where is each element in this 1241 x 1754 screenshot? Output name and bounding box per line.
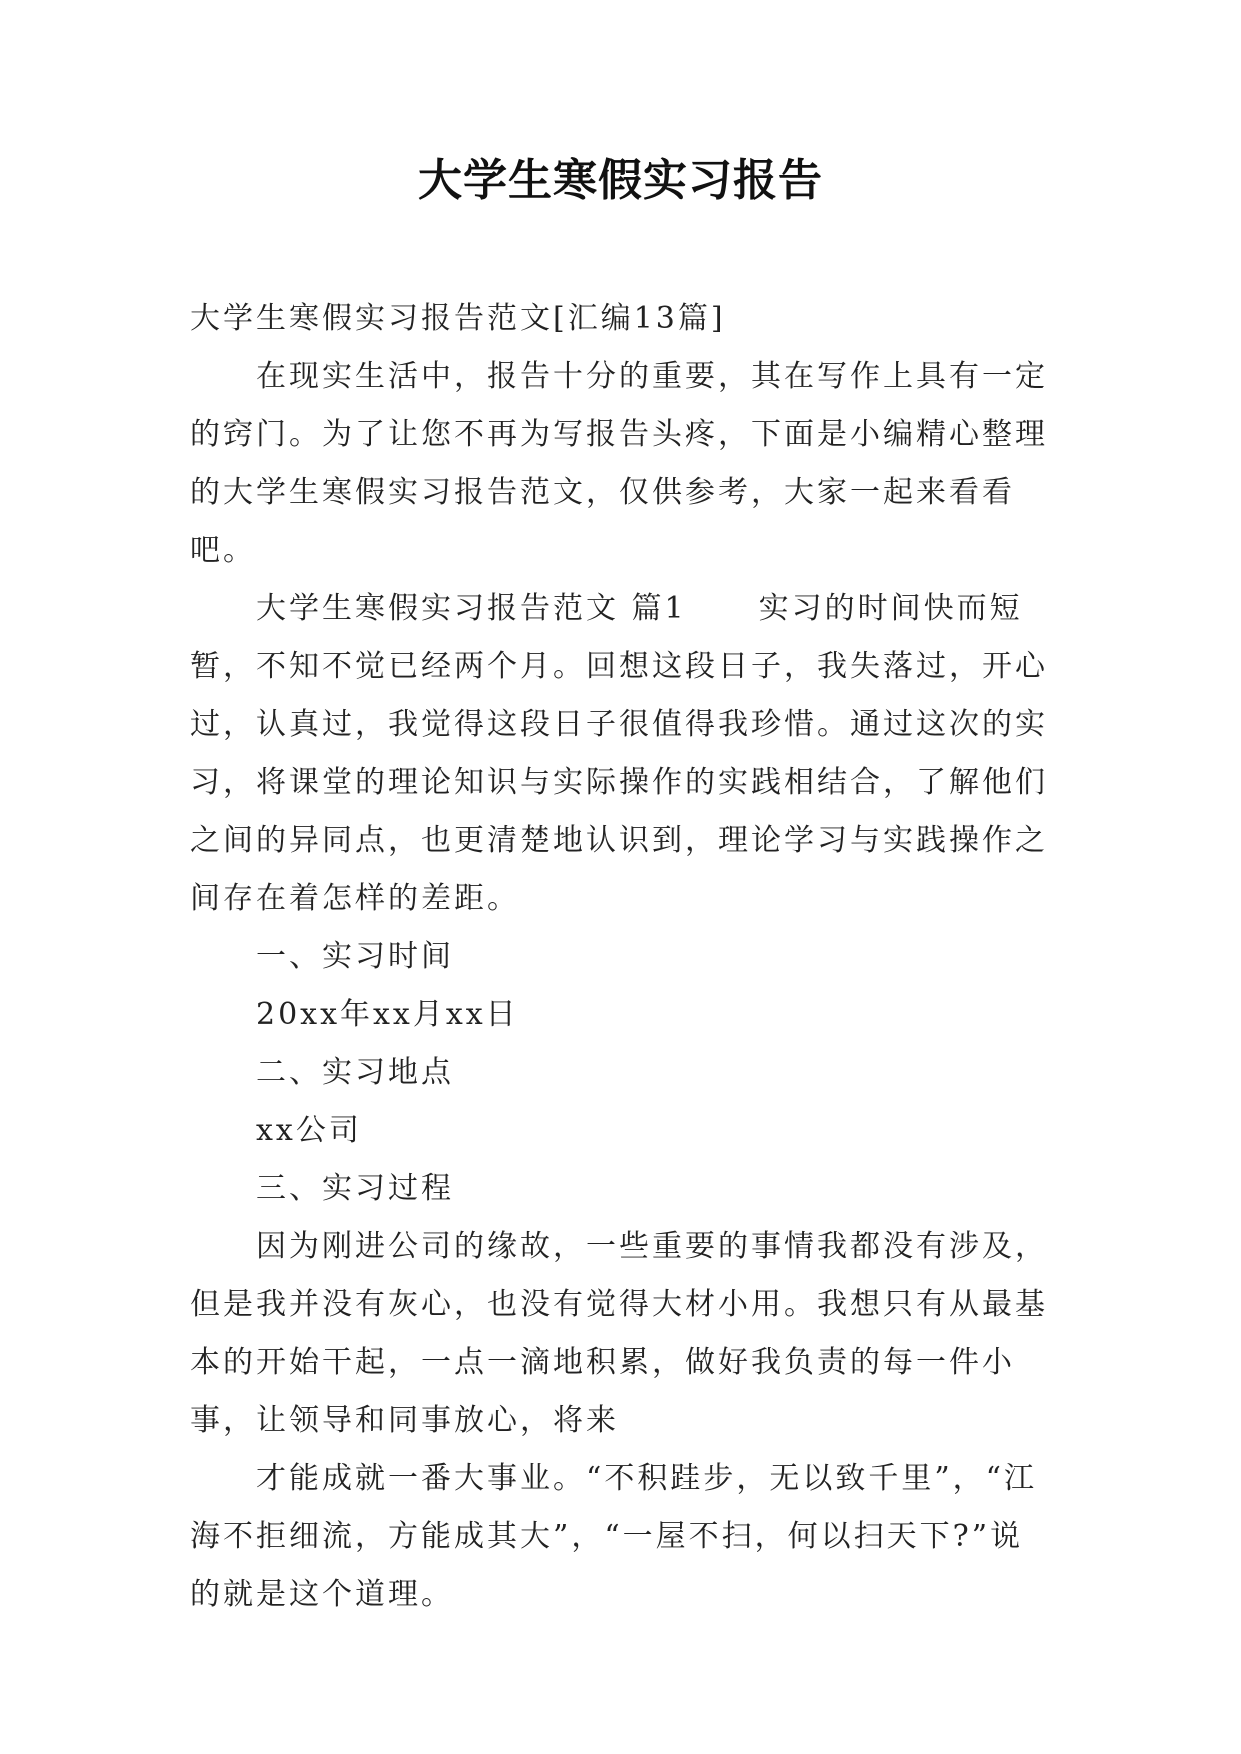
document-title: 大学生寒假实习报告 bbox=[418, 155, 823, 206]
intro-paragraph: 在现实生活中，报告十分的重要，其在写作上具有一定的窍门。为了让您不再为写报告头疼，下面是小编精心整理的大学生寒假实习报告范文，仅供参考，大家一起来看看吧。 bbox=[190, 359, 1048, 568]
article-intro-text: 实习的时间快而短暂，不知不觉已经两个月。回想这段日子，我失落过，开心过，认真过，我觉得这段日子很值得我珍惜。通过这次的实习，将课堂的理论知识与实际操作的实践相结合，了解他们之间的异同点，也更清楚地认识到，理论学习与实践操作之间存在着怎样的差距。 bbox=[190, 591, 1048, 916]
section-place-value: xx公司 bbox=[256, 1113, 362, 1148]
section-time-heading: 一、实习时间 bbox=[256, 939, 454, 974]
document-body bbox=[190, 290, 1050, 1624]
section-process-heading: 三、实习过程 bbox=[256, 1171, 454, 1206]
article-heading: 大学生寒假实习报告范文 篇1 bbox=[256, 591, 687, 626]
process-paragraph-1: 因为刚进公司的缘故，一些重要的事情我都没有涉及，但是我并没有灰心，也没有觉得大材小用。我想只有从最基本的开始干起，一点一滴地积累，做好我负责的每一件小事，让领导和同事放心，将来 bbox=[190, 1229, 1048, 1438]
document-subtitle: 大学生寒假实习报告范文[汇编13篇] bbox=[190, 301, 726, 336]
section-place-heading: 二、实习地点 bbox=[256, 1055, 454, 1090]
process-paragraph-2: 才能成就一番大事业。“不积跬步，无以致千里”，“江海不拒细流，方能成其大”，“一屋不扫，何以扫天下?”说的就是这个道理。 bbox=[190, 1461, 1038, 1612]
article-first-paragraph bbox=[190, 580, 1050, 928]
section-time-value: 20xx年xx月xx日 bbox=[256, 997, 519, 1032]
